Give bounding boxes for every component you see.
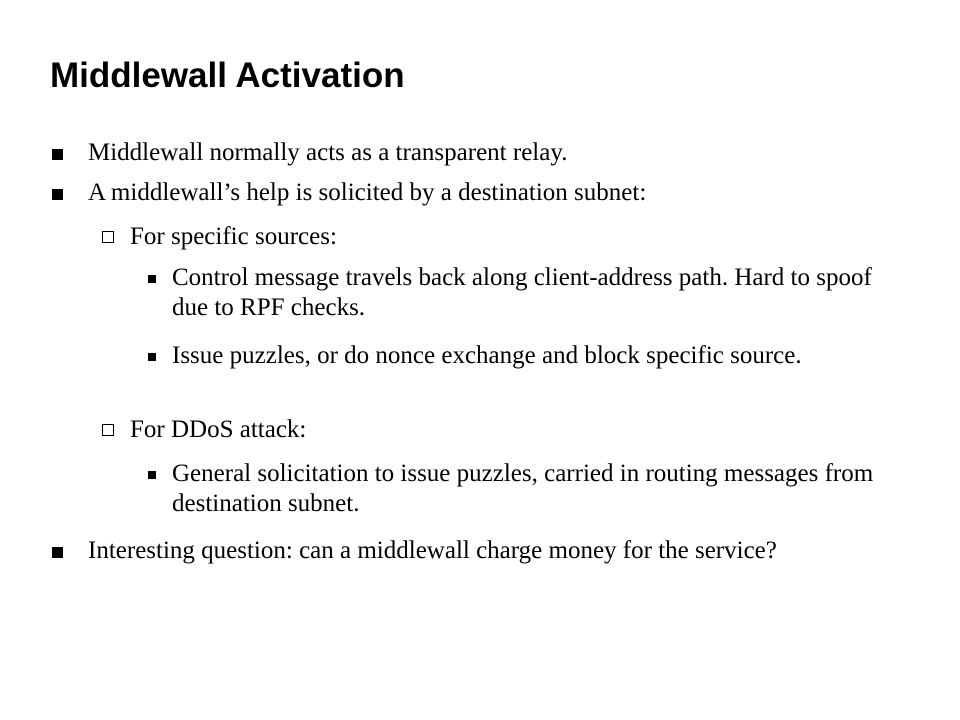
slide-title: Middlewall Activation: [50, 56, 405, 95]
hollow-square-bullet-icon: [102, 424, 114, 436]
square-bullet-icon: [148, 471, 156, 479]
hollow-square-bullet-icon: [102, 231, 114, 243]
sub-sub-bullet-item: [172, 459, 912, 519]
bullet-text: General solicitation to issue puzzles, carried in routing messages from destination subnet.: [172, 460, 874, 517]
bullet-item: [88, 138, 908, 168]
bullet-text: Interesting question: can a middlewall charge money for the service?: [88, 537, 777, 564]
square-bullet-icon: [52, 547, 63, 558]
sub-sub-bullet-item: [172, 263, 912, 323]
square-bullet-icon: [52, 189, 63, 200]
sub-sub-bullet-item: [172, 341, 912, 371]
bullet-item: [88, 536, 908, 566]
bullet-text: Middlewall normally acts as a transparent relay.: [88, 139, 568, 166]
bullet-text: A middlewall’s help is solicited by a destination subnet:: [88, 179, 647, 206]
square-bullet-icon: [148, 353, 156, 361]
bullet-text: For DDoS attack:: [130, 416, 307, 443]
sub-bullet-item: [130, 222, 910, 252]
bullet-text: For specific sources:: [130, 223, 337, 250]
sub-bullet-item: [130, 415, 910, 445]
square-bullet-icon: [52, 149, 63, 160]
bullet-item: [88, 178, 908, 208]
bullet-text: Issue puzzles, or do nonce exchange and block specific source.: [172, 342, 802, 369]
bullet-text: Control message travels back along client-address path. Hard to spoof due to RPF checks.: [172, 264, 872, 321]
square-bullet-icon: [148, 275, 156, 283]
